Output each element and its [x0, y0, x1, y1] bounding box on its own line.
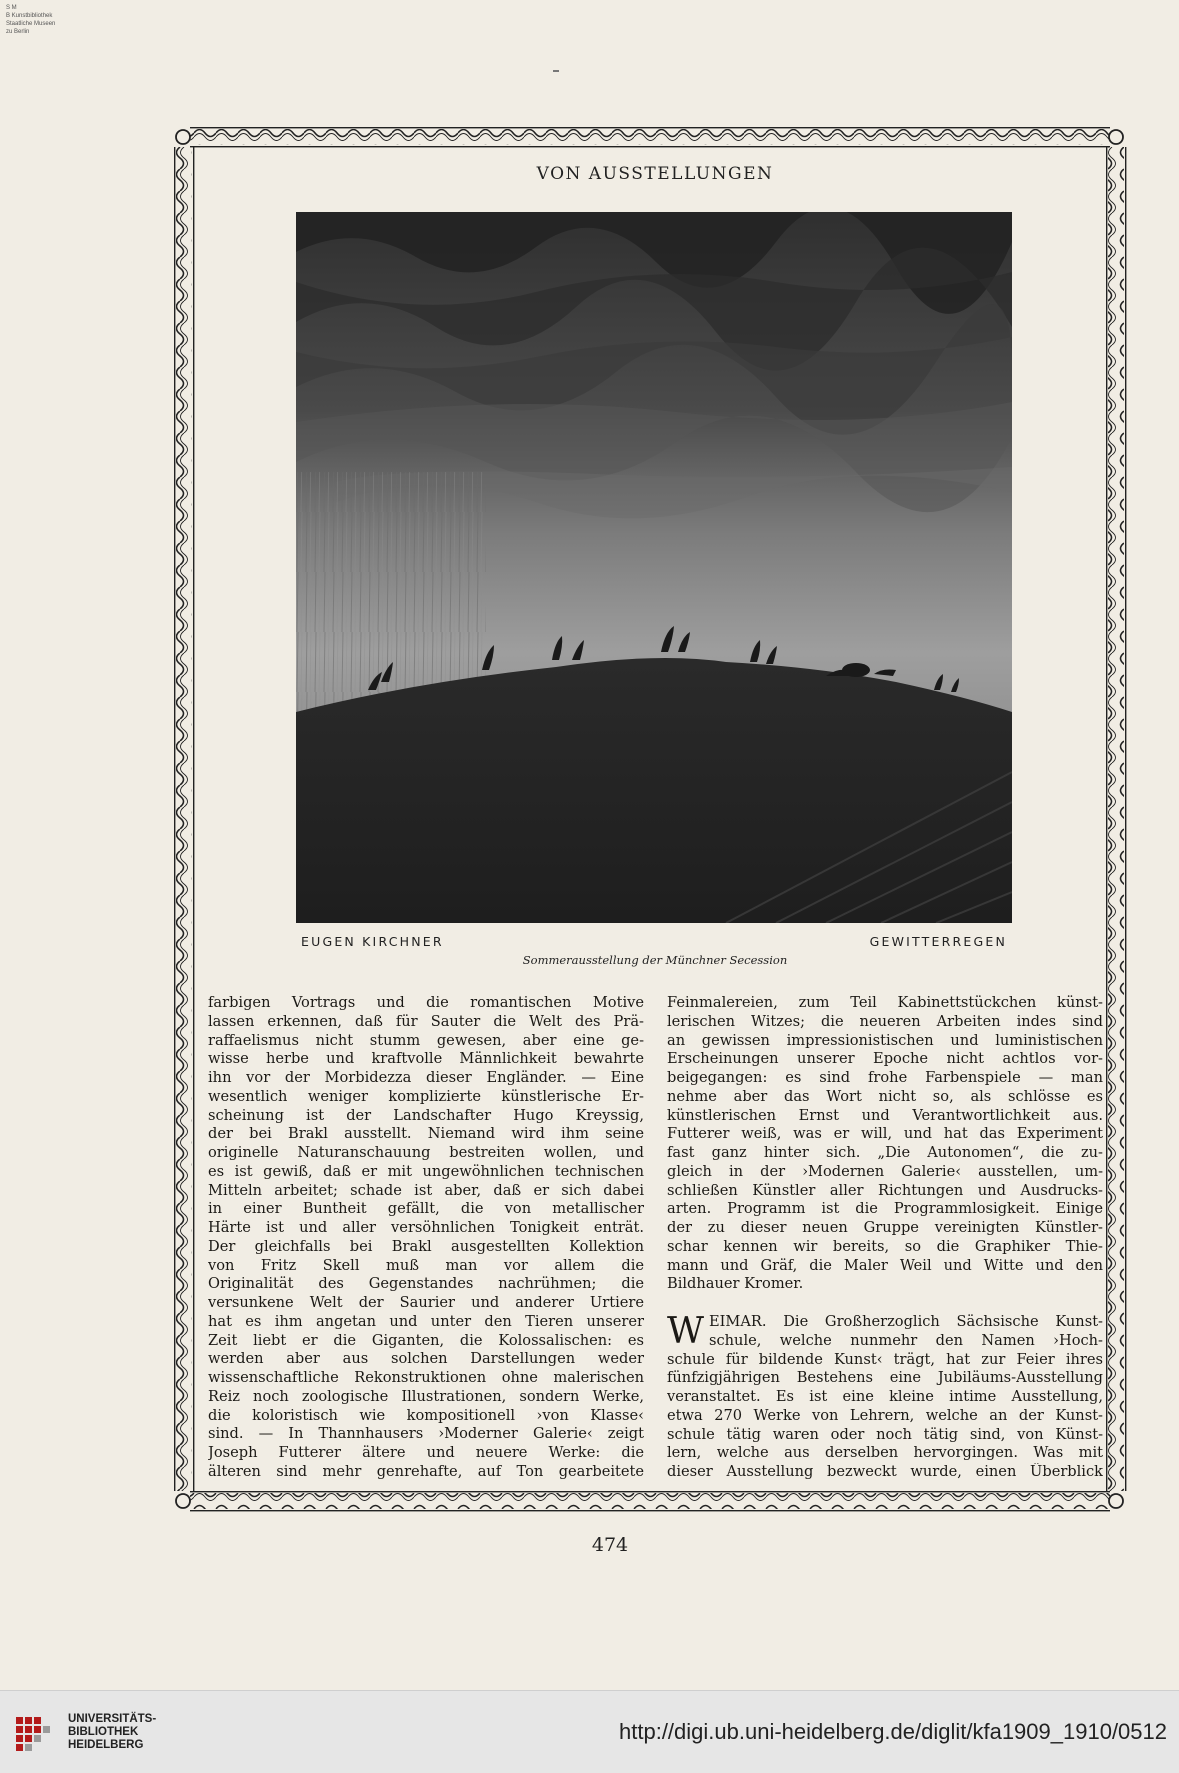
text-line: der zu dieser neuen Gruppe vereinigten Künstler-	[667, 1219, 1103, 1236]
library-stamp	[6, 4, 55, 36]
text-line: schule, welche nunmehr den Namen ›Hoch-	[709, 1331, 1103, 1349]
stamp-line: Staatliche Museen	[6, 21, 56, 27]
library-name-line: HEIDELBERG	[68, 1739, 144, 1751]
text-line: Der gleichfalls bei Brakl ausgestellten Kollektion	[208, 1237, 644, 1255]
caption-exhibition: Sommerausstellung der Münchner Secession	[522, 953, 788, 967]
text-line: originelle Naturanschauung bestreiten wollen, und	[208, 1144, 644, 1161]
text-line: veranstaltet. Es ist eine kleine intime Ausstellung,	[667, 1388, 1103, 1405]
text-line: künstlerischen Ernst und Verantwortlichkeit aus.	[667, 1106, 1103, 1124]
drop-cap: W	[667, 1311, 705, 1352]
text-line: sind. — In Thannhausers ›Moderner Galerie‹ zeigt	[208, 1425, 644, 1443]
text-line: schließen Künstler aller Richtungen und Ausdrucks-	[667, 1181, 1103, 1199]
painting-image	[296, 212, 1012, 923]
library-name-line: BIBLIOTHEK	[68, 1726, 139, 1738]
text-line: Bildhauer Kromer.	[667, 1275, 804, 1293]
library-logo-icon	[12, 1711, 64, 1757]
running-head: VON AUSSTELLUNGEN	[536, 164, 774, 184]
text-line: beigegangen: es sind frohe Farbenspiele — man	[667, 1069, 1103, 1086]
caption-title: GEWITTERREGEN	[869, 934, 1007, 949]
text-line: Feinmalereien, zum Teil Kabinettstückchen künst-	[667, 994, 1103, 1011]
text-line: scheinung ist der Landschafter Hugo Kreyssig,	[208, 1106, 644, 1124]
text-line: schar kennen wir bereits, so die Graphiker Thie-	[667, 1237, 1103, 1255]
weimar-paragraph	[667, 1313, 1103, 1482]
text-column-left	[208, 994, 644, 1482]
page-number: 474	[591, 1534, 629, 1556]
text-line: Erscheinungen unserer Epoche nicht achtlos vor-	[667, 1050, 1103, 1068]
text-line: an gewissen impressionistischen und luministischen	[667, 1031, 1103, 1049]
text-line: schule für bildende Kunst‹ trägt, hat zur Feier ihres	[667, 1350, 1103, 1368]
text-line: Futterer weiß, was er will, und hat das Experiment	[667, 1125, 1103, 1143]
text-line: wissenschaftliche Rekonstruktionen ohne malerischen	[208, 1369, 644, 1386]
text-line: hat es ihm angetan und unter den Tieren unserer	[208, 1312, 644, 1330]
text-line: lerischen Witzes; die neueren Arbeiten indes sind	[667, 1012, 1103, 1030]
text-line: Reiz noch zoologische Illustrationen, sondern Werke,	[208, 1387, 644, 1405]
text-line: wesentlich weniger komplizierte künstlerische Er-	[208, 1087, 644, 1105]
text-line: in einer Buntheit gefällt, die von metallischer	[208, 1200, 644, 1218]
text-line: fast ganz hinter sich. „Die Autonomen“, die zu-	[667, 1144, 1103, 1161]
text-line: lern, welche aus derselben hervorgingen. Was mit	[667, 1444, 1103, 1462]
text-line: werden aber aus solchen Darstellungen weder	[208, 1350, 644, 1368]
text-line: farbigen Vortrags und die romantischen Motive	[208, 994, 644, 1011]
paragraph-gap	[667, 1294, 1103, 1313]
text-line: schule tätig waren oder noch tätig sind, von Künst-	[667, 1425, 1103, 1443]
library-name-line: UNIVERSITÄTS-	[68, 1713, 157, 1725]
text-line: Zeit liebt er die Giganten, die Kolossalischen: es	[208, 1331, 644, 1349]
text-line: raffaelismus nicht stumm gewesen, aber eine ge-	[208, 1031, 644, 1049]
stamp-line: zu Berlin	[6, 29, 30, 35]
text-line: etwa 270 Werke von Lehrern, welche an der Kunst-	[667, 1406, 1103, 1424]
text-line: es ist gewiß, daß er mit ungewöhnlichen technischen	[208, 1162, 644, 1180]
caption-artist: EUGEN KIRCHNER	[301, 934, 444, 949]
text-line: mann und Gräf, die Maler Weil und Witte und den	[667, 1256, 1103, 1274]
text-line: Joseph Futterer ältere und neuere Werke: die	[208, 1444, 644, 1461]
printer-mark	[553, 70, 559, 72]
text-line: die koloristisch wie kompositionell ›von Klasse‹	[208, 1406, 644, 1424]
text-line: nehme aber das Wort nicht so, als schlösse es	[667, 1087, 1103, 1105]
text-line: lassen erkennen, daß für Sauter die Welt des Prä-	[208, 1012, 644, 1030]
permalink-url[interactable]: http://digi.ub.uni-heidelberg.de/diglit/kfa1909_1910/0512	[619, 1719, 1167, 1744]
text-line: gleich in der ›Modernen Galerie‹ ausstellen, um-	[667, 1162, 1103, 1180]
text-column-right	[667, 994, 1103, 1482]
text-line: Härte ist und aller versöhnlichen Tonigkeit enträt.	[208, 1219, 644, 1236]
text-line: ihn vor der Morbidezza dieser Engländer. — Eine	[208, 1069, 644, 1086]
text-line: von Fritz Skell muß man vor allem die	[208, 1256, 644, 1274]
text-line: der bei Brakl ausstellt. Niemand wird ihm seine	[208, 1125, 644, 1143]
text-line: versunkene Welt der Saurier und anderer Urtiere	[208, 1294, 644, 1311]
text-line: EIMAR. Die Großherzoglich Sächsische Kunst-	[709, 1313, 1103, 1330]
stamp-line: S M	[6, 5, 17, 11]
stamp-line: B Kunstbibliothek	[6, 13, 53, 19]
text-line: Originalität des Gegenstandes nachrühmen; die	[208, 1275, 644, 1293]
text-line: dieser Ausstellung bezweckt wurde, einen Überblick	[667, 1463, 1103, 1480]
text-line: Mitteln arbeitet; schade ist aber, daß er sich dabei	[208, 1181, 644, 1199]
library-name	[68, 1713, 156, 1752]
text-line: fünfzigjährigen Bestehens eine Jubiläums-Ausstellung	[667, 1369, 1103, 1387]
text-line: älteren sind mehr genrehafte, auf Ton gearbeitete	[208, 1462, 644, 1480]
footer-bar	[0, 1690, 1179, 1773]
text-line: wisse herbe und kraftvolle Männlichkeit bewahrte	[208, 1050, 644, 1068]
text-line: arten. Programm ist die Programmlosigkeit. Einige	[667, 1200, 1103, 1218]
